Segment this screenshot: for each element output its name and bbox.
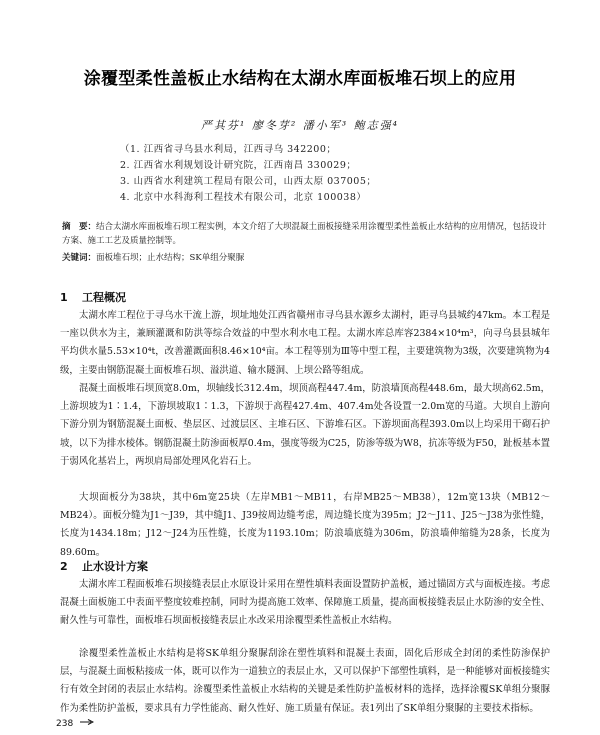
abstract-label: 摘 要：	[62, 222, 97, 232]
abstract-text: 结合太湖水库面板堆石坝工程实例，本文介绍了大坝混凝土面板接缝采用涂覆型柔性盖板止水结构的应用情况，包括设计方案、施工工艺及质量控制等。	[62, 222, 547, 246]
paragraph-1-3: 大坝面板分为38块，其中6m宽25块（左岸MB1～MB11，右岸MB25～MB38），12m宽13块（MB12～MB24）。面板分缝为J1～J39，其中缝J1、J39按周边缝考虑，周边缝长度为395m；J2～J11、J25～J38为张性缝，长度为1434.18m；J12～J24为压性缝，长度为1193.10m；防浪墙底缝为306m，防浪墙伸缩缝为28条，长度为89.60m。	[60, 492, 550, 558]
affiliation-2: 2. 江西省水利规划设计研究院，江西南昌 330029；	[120, 160, 357, 171]
section-title: 工程概况	[82, 291, 126, 304]
keywords	[62, 251, 547, 263]
keywords-text: 面板堆石坝；止水结构；SK单组分聚脲	[96, 253, 245, 263]
section-number: 2	[60, 560, 68, 573]
paper-title: 涂覆型柔性盖板止水结构在太湖水库面板堆石坝上的应用	[83, 69, 517, 89]
paragraph-1-2: 混凝土面板堆石坝顶宽8.0m，坝轴线长312.4m，坝顶高程447.4m，防浪墙顶高程448.6m，最大坝高62.5m，上游坝坡为1∶1.4，下游坝坡取1∶1.3，下游坝于高程427.4m、407.4m处各设置一2.0m宽的马道。大坝自上游向下游分别为钢筋混凝土面板、垫层区、过渡层区、主堆石区、下游堆石区。下游坝面高程393.0m以上均采用干砌石护坡，以下为排水棱体。钢筋混凝土防渗面板厚0.4m，强度等级为C25，防渗等级为W8，抗冻等级为F50，趾板基本置于弱风化基岩上，两坝肩局部处理风化岩石上。	[60, 383, 550, 467]
section-heading-1	[60, 289, 126, 305]
affiliation-3: 3. 山西省水利建筑工程局有限公司，山西太原 037005；	[120, 176, 377, 187]
section-number: 1	[60, 291, 68, 304]
abstract	[62, 220, 547, 248]
paragraph-1-1: 太湖水库工程位于寻乌水干流上游，坝址地处江西省赣州市寻乌县水源乡太湖村，距寻乌县城约47km。本工程是一座以供水为主，兼顾灌溉和防洪等综合效益的中型水利水电工程。太湖水库总库容2384×10⁴m³，向寻乌县县城年平均供水量5.53×10⁴t，改善灌溉面积8.46×10⁴亩。本工程等别为Ⅲ等中型工程，主要建筑物为3级，次要建筑物为4级，主要由钢筋混凝土面板堆石坝、溢洪道、输水隧洞、上坝公路等组成。	[60, 310, 550, 376]
section-heading-2	[60, 558, 148, 574]
page-number: 238	[56, 719, 74, 729]
paragraph-2-1: 太湖水库工程面板堆石坝接缝表层止水原设计采用在塑性填料表面设置防护盖板，通过锚固方式与面板连接。考虑混凝土面板施工中表面平整度较难控制，同时为提高施工效率、保障施工质量，提高面板接缝表层止水防渗的安全性、耐久性与可靠性，面板堆石坝面板接缝表层止水改采用涂覆型柔性盖板止水结构。	[60, 579, 550, 627]
keywords-label: 关键词：	[62, 253, 97, 263]
arrow-icon	[80, 719, 94, 725]
affiliation-1: （1. 江西省寻乌县水利局，江西寻乌 342200；	[120, 144, 337, 155]
author-list: 严其芬¹ 廖冬芽² 潘小军³ 鲍志强⁴	[200, 119, 400, 132]
paragraph-2-2: 涂覆型柔性盖板止水结构是将SK单组分聚脲刮涂在塑性填料和混凝土表面，固化后形成全封闭的柔性防渗保护层，与混凝土面板粘接成一体，既可以作为一道独立的表层止水，又可以保护下部塑性填料，是一种能够对面板接缝实行有效全封闭的表层止水结构。涂覆型柔性盖板止水结构的关键是柔性防护盖板材料的选择，选择涂覆SK单组分聚脲作为柔性防护盖板，要求具有力学性能高、耐久性好、施工质量有保证。表1列出了SK单组分聚脲的主要技术指标。	[60, 648, 550, 714]
section-title: 止水设计方案	[82, 560, 148, 573]
page-footer	[56, 719, 94, 729]
affiliation-4: 4. 北京中水科海利工程技术有限公司，北京 100038）	[120, 192, 367, 203]
